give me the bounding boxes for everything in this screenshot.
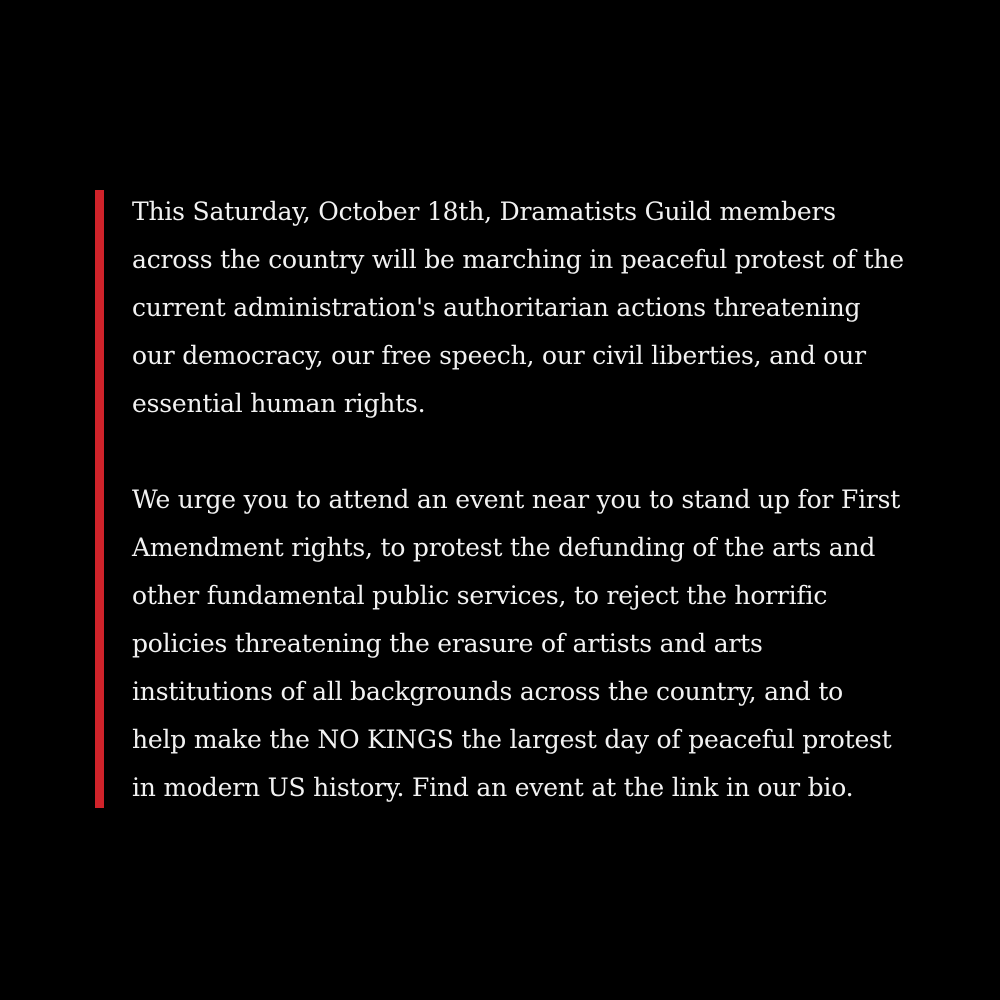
text-line: other fundamental public services, to reject the horrific (132, 581, 828, 610)
text-line: This Saturday, October 18th, Dramatists Guild members (132, 197, 836, 226)
text-line: across the country will be marching in peaceful protest of the (132, 245, 904, 274)
text-line: our democracy, our free speech, our civil liberties, and our (132, 341, 866, 370)
text-line: institutions of all backgrounds across the country, and to (132, 677, 844, 706)
post-text (132, 188, 972, 812)
text-line: essential human rights. (132, 389, 426, 418)
paragraph-announcement (132, 188, 972, 428)
text-line: We urge you to attend an event near you to stand up for First (132, 485, 901, 514)
text-line: policies threatening the erasure of artists and arts (132, 629, 763, 658)
text-line: current administration's authoritarian actions threatening (132, 293, 861, 322)
paragraph-call-to-action (132, 476, 972, 812)
text-line: help make the NO KINGS the largest day of peaceful protest (132, 725, 892, 754)
paragraph-spacer (132, 428, 972, 476)
text-line: Amendment rights, to protest the defunding of the arts and (132, 533, 876, 562)
text-line: in modern US history. Find an event at the link in our bio. (132, 773, 854, 802)
red-accent-bar (95, 190, 104, 808)
